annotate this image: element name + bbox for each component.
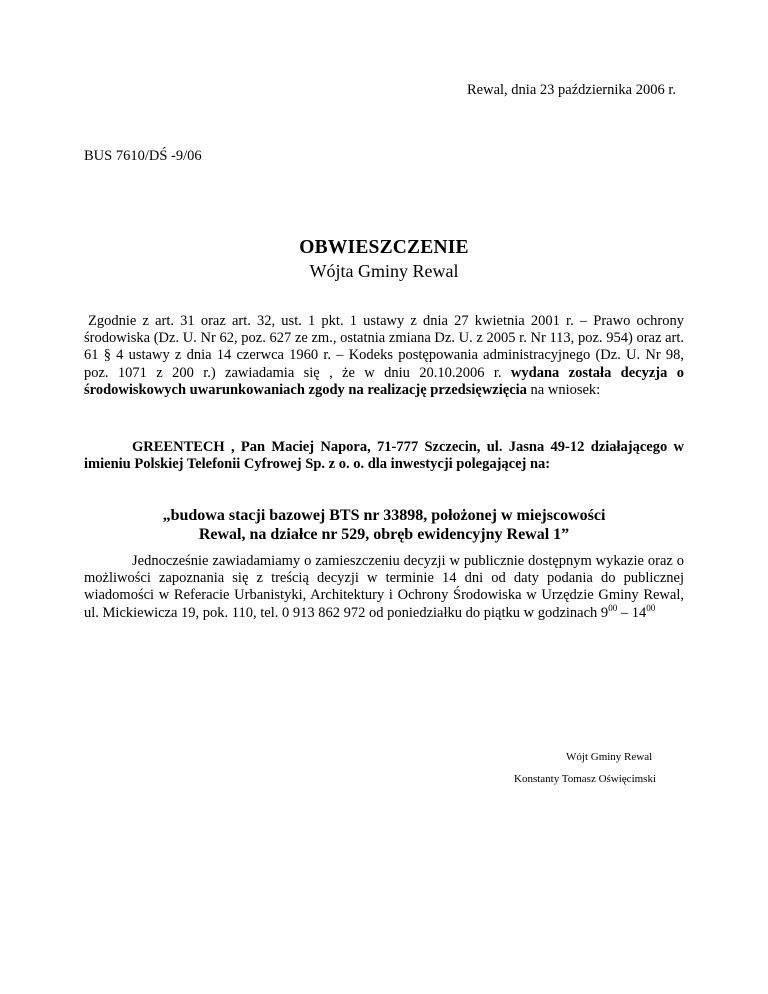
decision-statement: wydana została decyzja o środowiskowych uwarunkowaniach zgody na realizację przedsięwzięcia <box>84 364 684 398</box>
reference-number: BUS 7610/DŚ -9/06 <box>84 148 202 164</box>
project-line-1: „budowa stacji bazowej BTS nr 33898, położonej w miejscowości <box>162 507 606 524</box>
legal-basis-paragraph <box>84 313 684 399</box>
project-line-2: Rewal, na działce nr 529, obręb ewidencyjny Rewal 1” <box>198 526 570 543</box>
legal-basis-tail: na wniosek: <box>526 381 601 398</box>
signature-name: Konstanty Tomasz Oświęcimski <box>514 773 657 785</box>
applicant-paragraph: GREENTECH , Pan Maciej Napora, 71-777 Szczecin, ul. Jasna 49-12 działającego w imieniu Polskiej Telefonii Cyfrowej Sp. z o. o. dla inwestycji polegającej na: <box>84 439 684 473</box>
legal-basis-text: Zgodnie z art. 31 oraz art. 32, ust. 1 pkt. 1 ustawy z dnia 27 kwietnia 2001 r. – Prawo ochrony środowiska (Dz. U. Nr 62, poz. 627 ze zm., ostatnia zmiana Dz. U. z 2005 r. Nr 113, poz. 954) oraz art. 61 § 4 ustawy z dnia 14 czerwca 1960 r. – Kodeks postępowania administracyjnego (Dz. U. Nr 98, poz. 1071 z 200 r.) zawiadamia się , że w dniu 20.10.2006 r. <box>84 313 684 381</box>
document-subtitle: Wójta Gminy Rewal <box>309 261 459 281</box>
information-text: Jednocześnie zawiadamiamy o zamieszczeniu decyzji w publicznie dostępnym wykazie oraz o możliwości zapoznania się z treścią decyzji w terminie 14 dni od daty podania do publicznej wiadomości w Referacie Urbanistyki, Architektury i Ochrony Środowiska w Urzędzie Gminy Rewal, ul. Mickiewicza 19, pok. 110, tel. 0 913 862 972 od poniedziałku do piątku w godzinach 9 <box>84 553 684 621</box>
signature-title: Wójt Gminy Rewal <box>566 751 653 763</box>
information-paragraph <box>84 553 684 622</box>
hour-from-superscript: 00 <box>608 602 618 613</box>
hour-dash: – 14 <box>617 604 647 621</box>
project-description <box>0 506 768 544</box>
document-title: OBWIESZCZENIE <box>299 237 469 258</box>
hour-to-superscript: 00 <box>646 602 656 613</box>
title-block <box>0 236 768 282</box>
date-line: Rewal, dnia 23 października 2006 r. <box>467 82 676 98</box>
